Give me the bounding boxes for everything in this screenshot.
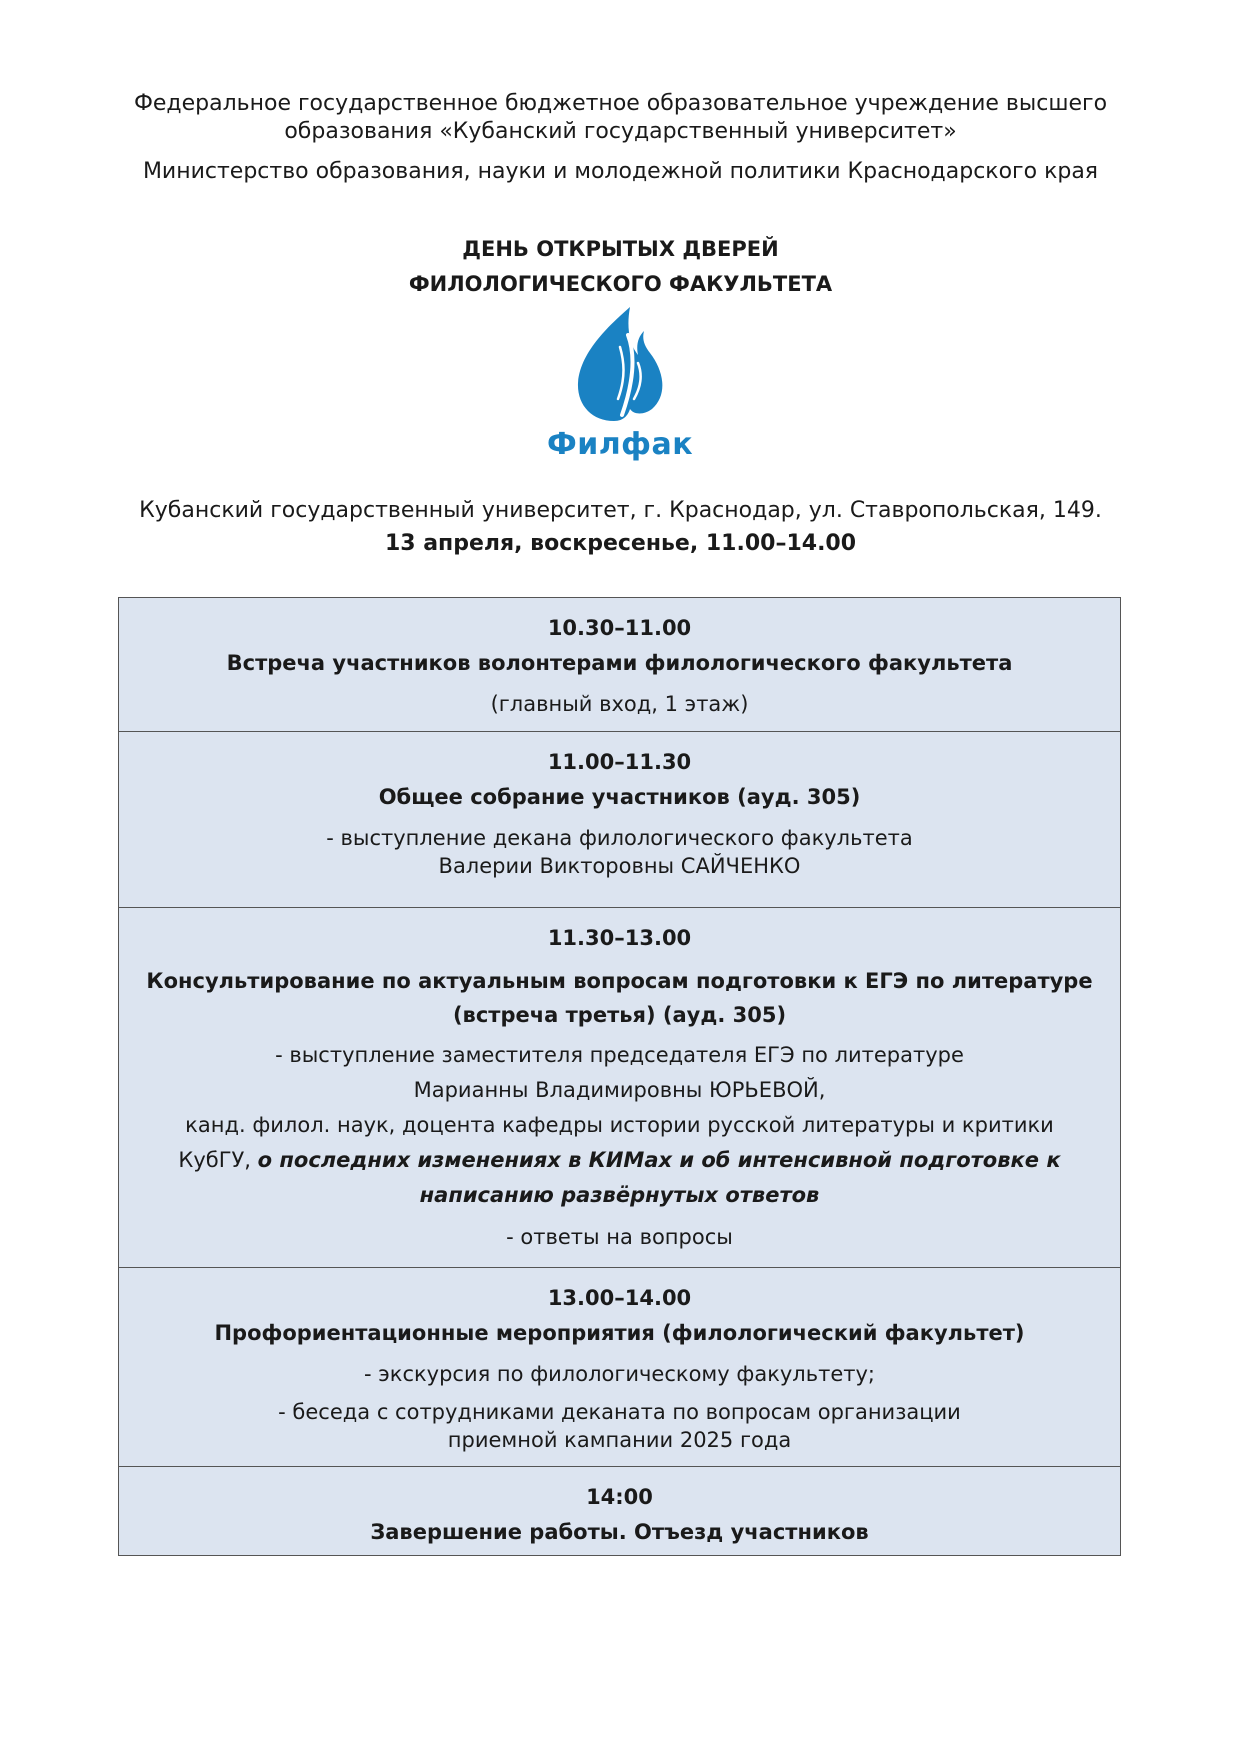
schedule-row — [119, 1467, 1120, 1555]
schedule-detail: Валерии Викторовны САЙЧЕНКО — [438, 854, 801, 878]
schedule-time: 13.00–14.00 — [547, 1286, 692, 1310]
event-address — [60, 494, 1181, 560]
schedule-heading: Консультирование по актуальным вопросам подготовки к ЕГЭ по литературе (встреча третья) (ауд. 305) — [146, 969, 1093, 1027]
schedule-row — [119, 1268, 1120, 1467]
schedule-row — [119, 598, 1120, 732]
event-date: 13 апреля, воскресенье, 11.00–14.00 — [384, 531, 857, 556]
faculty-logo — [535, 305, 705, 475]
schedule-detail: - выступление заместителя председателя ЕГЭ по литературе Марианны Владимировны ЮРЬЕВОЙ, канд. филол. наук, доцента кафедры истории русской литературы и критики КубГУ, о последних изменениях в КИМах и об интенсивной подготовке к написанию развёрнутых ответов — [137, 1038, 1102, 1213]
ministry-name: Министерство образования, науки и молодежной политики Краснодарского края — [142, 159, 1099, 184]
location-text: Кубанский государственный университет, г. Краснодар, ул. Ставропольская, 149. — [139, 498, 1102, 523]
schedule-heading: Встреча участников волонтерами филологического факультета — [226, 651, 1013, 675]
emphasis-text: написанию развёрнутых ответов — [419, 1183, 820, 1207]
schedule-heading: Завершение работы. Отъезд участников — [370, 1520, 869, 1544]
schedule-detail: (главный вход, 1 этаж) — [490, 692, 749, 716]
schedule-time: 11.30–13.00 — [547, 926, 692, 950]
emphasis-text: о последних изменениях в КИМах и об интенсивной подготовке к — [257, 1148, 1061, 1172]
schedule-heading: Общее собрание участников (ауд. 305) — [378, 785, 861, 809]
schedule-row — [119, 732, 1120, 908]
feather-drop-icon — [572, 305, 668, 427]
organization-name: Федеральное государственное бюджетное образовательное учреждение высшего образования «Кубанский государственный университет» — [133, 91, 1108, 144]
schedule-row — [119, 908, 1120, 1268]
event-title: ДЕНЬ ОТКРЫТЫХ ДВЕРЕЙ ФИЛОЛОГИЧЕСКОГО ФАКУЛЬТЕТА — [408, 237, 833, 296]
schedule-table — [118, 597, 1121, 1556]
document-header — [100, 90, 1141, 186]
schedule-detail: - беседа с сотрудниками деканата по вопросам организации — [278, 1400, 961, 1424]
schedule-detail: - экскурсия по филологическому факультету; — [363, 1362, 875, 1386]
schedule-detail: - ответы на вопросы — [506, 1225, 733, 1249]
schedule-time: 11.00–11.30 — [547, 750, 692, 774]
schedule-detail: - выступление декана филологического факультета — [326, 826, 913, 850]
schedule-heading: Профориентационные мероприятия (филологический факультет) — [214, 1321, 1025, 1345]
schedule-time: 14:00 — [586, 1485, 653, 1509]
logo-wordmark: Филфак — [546, 427, 694, 462]
schedule-detail: приемной кампании 2025 года — [447, 1428, 792, 1452]
schedule-time: 10.30–11.00 — [547, 616, 692, 640]
